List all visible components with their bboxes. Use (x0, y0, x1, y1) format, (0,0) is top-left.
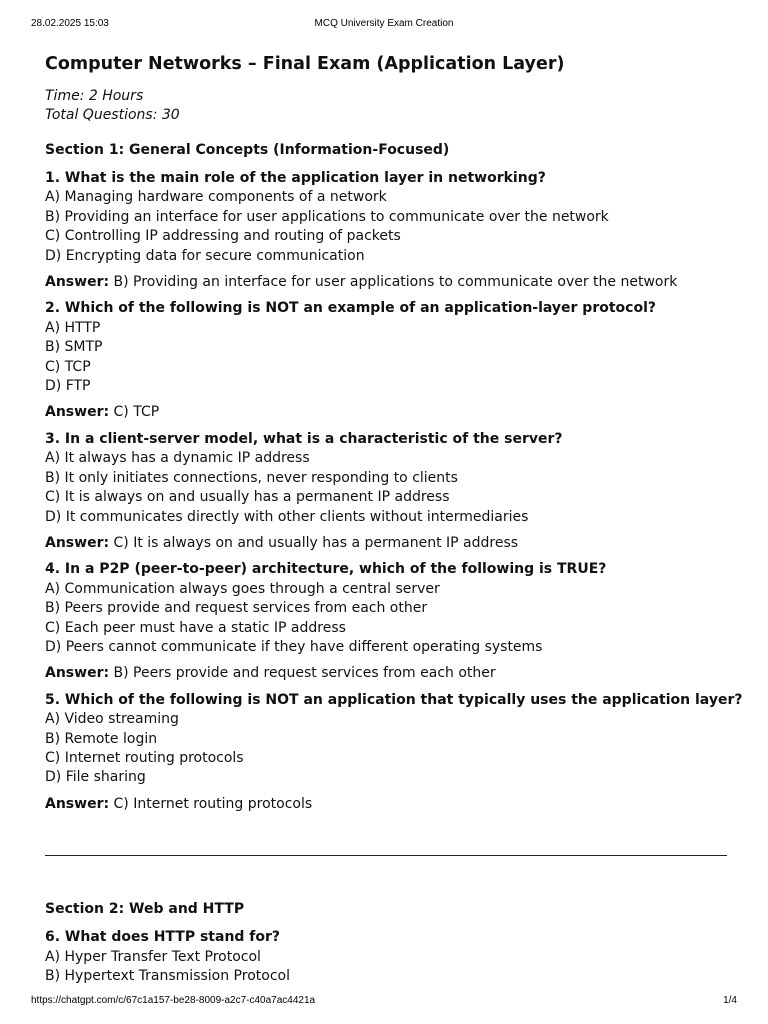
answer-option: A) Communication always goes through a central server (45, 580, 440, 597)
answer-text: B) Providing an interface for user applications to communicate over the network (113, 274, 678, 291)
answer-option: B) Peers provide and request services from each other (45, 600, 428, 617)
answer-option: B) Providing an interface for user applications to communicate over the network (45, 208, 609, 225)
answer-text: C) TCP (113, 404, 160, 421)
answer-option: A) Managing hardware components of a network (45, 189, 387, 206)
question-block (45, 560, 727, 683)
exam-title: Computer Networks – Final Exam (Application Layer) (45, 54, 565, 74)
answer-text: C) It is always on and usually has a permanent IP address (113, 534, 519, 551)
question-block (45, 430, 727, 553)
answer-line (45, 534, 727, 553)
answer-option: D) File sharing (45, 769, 146, 786)
question-text: 5. Which of the following is NOT an application that typically uses the application layer? (45, 691, 743, 708)
answer-text: B) Peers provide and request services from each other (113, 665, 496, 682)
question-block (45, 169, 727, 292)
exam-time: Time: 2 Hours (45, 88, 144, 104)
answer-line (45, 795, 727, 814)
question-text: 2. Which of the following is NOT an example of an application-layer protocol? (45, 300, 656, 317)
question-text: 3. In a client-server model, what is a characteristic of the server? (45, 430, 563, 447)
document-content (45, 52, 743, 986)
answer-option: A) It always has a dynamic IP address (45, 450, 310, 467)
answer-option: A) HTTP (45, 319, 101, 336)
answer-label: Answer: (45, 404, 110, 421)
answer-option: D) FTP (45, 378, 91, 395)
answer-option: B) It only initiates connections, never responding to clients (45, 469, 458, 486)
page-url-link[interactable]: https://chatgpt.com/c/67c1a157-be28-8009-a2c7-c40a7ac4421a (31, 995, 316, 1006)
question-block (45, 691, 743, 814)
question-text: 1. What is the main role of the application layer in networking? (45, 170, 546, 186)
answer-label: Answer: (45, 665, 110, 682)
answer-label: Answer: (45, 795, 110, 812)
exam-total-questions: Total Questions: 30 (45, 107, 180, 123)
page-number: 1/4 (723, 995, 737, 1006)
answer-option: B) Hypertext Transmission Protocol (45, 968, 290, 984)
answer-option: B) Remote login (45, 730, 158, 747)
answer-line (45, 403, 727, 422)
answer-option: A) Video streaming (45, 711, 179, 728)
answer-label: Answer: (45, 274, 110, 291)
question-text: 6. What does HTTP stand for? (45, 929, 281, 946)
answer-option: C) It is always on and usually has a permanent IP address (45, 489, 450, 506)
section-heading: Section 1: General Concepts (Information-Focused) (45, 142, 450, 158)
answer-option: C) Each peer must have a static IP address (45, 619, 346, 636)
section-heading: Section 2: Web and HTTP (45, 901, 245, 918)
answer-option: B) SMTP (45, 339, 103, 356)
answer-label: Answer: (45, 534, 110, 551)
print-header (31, 18, 737, 32)
question-block (45, 928, 727, 986)
print-page-title: MCQ University Exam Creation (314, 18, 454, 29)
answer-option: D) Encrypting data for secure communication (45, 247, 365, 264)
answer-text: C) Internet routing protocols (113, 795, 313, 812)
answer-option: D) It communicates directly with other clients without intermediaries (45, 508, 529, 525)
print-footer (31, 995, 737, 1009)
print-datetime: 28.02.2025 15:03 (31, 18, 109, 29)
answer-option: C) Controlling IP addressing and routing of packets (45, 228, 401, 245)
question-text: 4. In a P2P (peer-to-peer) architecture, which of the following is TRUE? (45, 561, 607, 578)
question-block (45, 299, 727, 422)
answer-line (45, 664, 727, 683)
answer-option: C) TCP (45, 358, 91, 375)
answer-option: C) Internet routing protocols (45, 749, 244, 766)
answer-line (45, 273, 727, 292)
section-divider (45, 855, 727, 856)
answer-option: A) Hyper Transfer Text Protocol (45, 948, 261, 965)
answer-option: D) Peers cannot communicate if they have different operating systems (45, 638, 543, 655)
